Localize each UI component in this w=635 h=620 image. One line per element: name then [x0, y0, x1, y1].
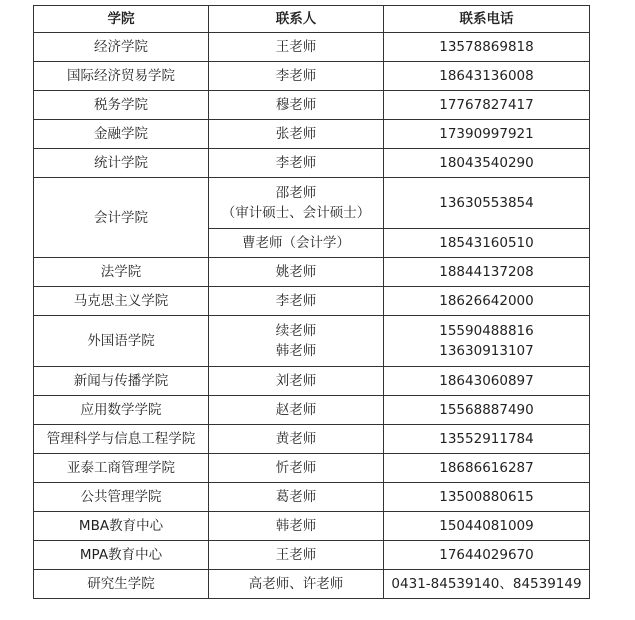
- table-row: [34, 258, 590, 287]
- phone-cell: 17390997921: [384, 120, 590, 149]
- contact-cell: 葛老师: [209, 483, 384, 512]
- contact-cell: 忻老师: [209, 454, 384, 483]
- table-row: [34, 120, 590, 149]
- phone-cell: 18043540290: [384, 149, 590, 178]
- college-cell: 税务学院: [34, 91, 209, 120]
- college-cell: 研究生学院: [34, 570, 209, 599]
- table-row: [34, 287, 590, 316]
- phone-cell: 18643136008: [384, 62, 590, 91]
- phone-number: 15590488816: [439, 323, 534, 339]
- college-cell: MPA教育中心: [34, 541, 209, 570]
- college-cell: 金融学院: [34, 120, 209, 149]
- table-row: [34, 91, 590, 120]
- phone-cell: 15044081009: [384, 512, 590, 541]
- phone-cell: 17644029670: [384, 541, 590, 570]
- contact-cell: 姚老师: [209, 258, 384, 287]
- college-cell: 法学院: [34, 258, 209, 287]
- contact-cell: 王老师: [209, 541, 384, 570]
- contact-cell: 赵老师: [209, 396, 384, 425]
- header-contact: 联系人: [209, 6, 384, 33]
- contact-cell: [209, 178, 384, 229]
- college-cell: 统计学院: [34, 149, 209, 178]
- college-cell: 公共管理学院: [34, 483, 209, 512]
- table-row: [34, 367, 590, 396]
- college-cell: 会计学院: [34, 178, 209, 258]
- contact-cell: 李老师: [209, 62, 384, 91]
- contact-cell: 李老师: [209, 149, 384, 178]
- phone-cell: 18686616287: [384, 454, 590, 483]
- college-cell: 管理科学与信息工程学院: [34, 425, 209, 454]
- table-row: [34, 425, 590, 454]
- college-cell: 国际经济贸易学院: [34, 62, 209, 91]
- college-cell: 亚泰工商管理学院: [34, 454, 209, 483]
- header-college: 学院: [34, 6, 209, 33]
- college-cell: 经济学院: [34, 33, 209, 62]
- phone-cell: 13578869818: [384, 33, 590, 62]
- phone-number: 13630913107: [439, 343, 534, 359]
- phone-cell: 0431-84539140、84539149: [384, 570, 590, 599]
- table-row: [34, 512, 590, 541]
- header-phone: 联系电话: [384, 6, 590, 33]
- phone-cell: 18844137208: [384, 258, 590, 287]
- table-row: [34, 396, 590, 425]
- phone-cell: [384, 316, 590, 367]
- contact-cell: 曹老师（会计学）: [209, 229, 384, 258]
- contact-cell: 高老师、许老师: [209, 570, 384, 599]
- contact-cell: [209, 316, 384, 367]
- college-cell: 新闻与传播学院: [34, 367, 209, 396]
- contact-name: 续老师: [275, 323, 317, 339]
- contact-note: （审计硕士、会计硕士）: [221, 205, 371, 221]
- contact-name: 邵老师: [275, 185, 317, 201]
- table-row: [34, 316, 590, 367]
- contact-cell: 张老师: [209, 120, 384, 149]
- phone-cell: 18626642000: [384, 287, 590, 316]
- contact-cell: 韩老师: [209, 512, 384, 541]
- phone-cell: 18643060897: [384, 367, 590, 396]
- contact-cell: 李老师: [209, 287, 384, 316]
- table-row: [34, 570, 590, 599]
- college-cell: 外国语学院: [34, 316, 209, 367]
- college-cell: MBA教育中心: [34, 512, 209, 541]
- phone-cell: 13552911784: [384, 425, 590, 454]
- table-row: [34, 454, 590, 483]
- contact-cell: 刘老师: [209, 367, 384, 396]
- table-row: [34, 149, 590, 178]
- table-row: [34, 33, 590, 62]
- phone-cell: 13630553854: [384, 178, 590, 229]
- college-cell: 应用数学学院: [34, 396, 209, 425]
- college-cell: 马克思主义学院: [34, 287, 209, 316]
- contact-name: 韩老师: [275, 343, 317, 359]
- phone-cell: 18543160510: [384, 229, 590, 258]
- contact-cell: 穆老师: [209, 91, 384, 120]
- table-row: [34, 62, 590, 91]
- phone-cell: 15568887490: [384, 396, 590, 425]
- table-row: [34, 483, 590, 512]
- contact-cell: 黄老师: [209, 425, 384, 454]
- contact-table: [33, 5, 590, 599]
- phone-cell: 13500880615: [384, 483, 590, 512]
- phone-cell: 17767827417: [384, 91, 590, 120]
- table-row: [34, 178, 590, 229]
- header-row: [34, 6, 590, 33]
- table-row: [34, 541, 590, 570]
- contact-cell: 王老师: [209, 33, 384, 62]
